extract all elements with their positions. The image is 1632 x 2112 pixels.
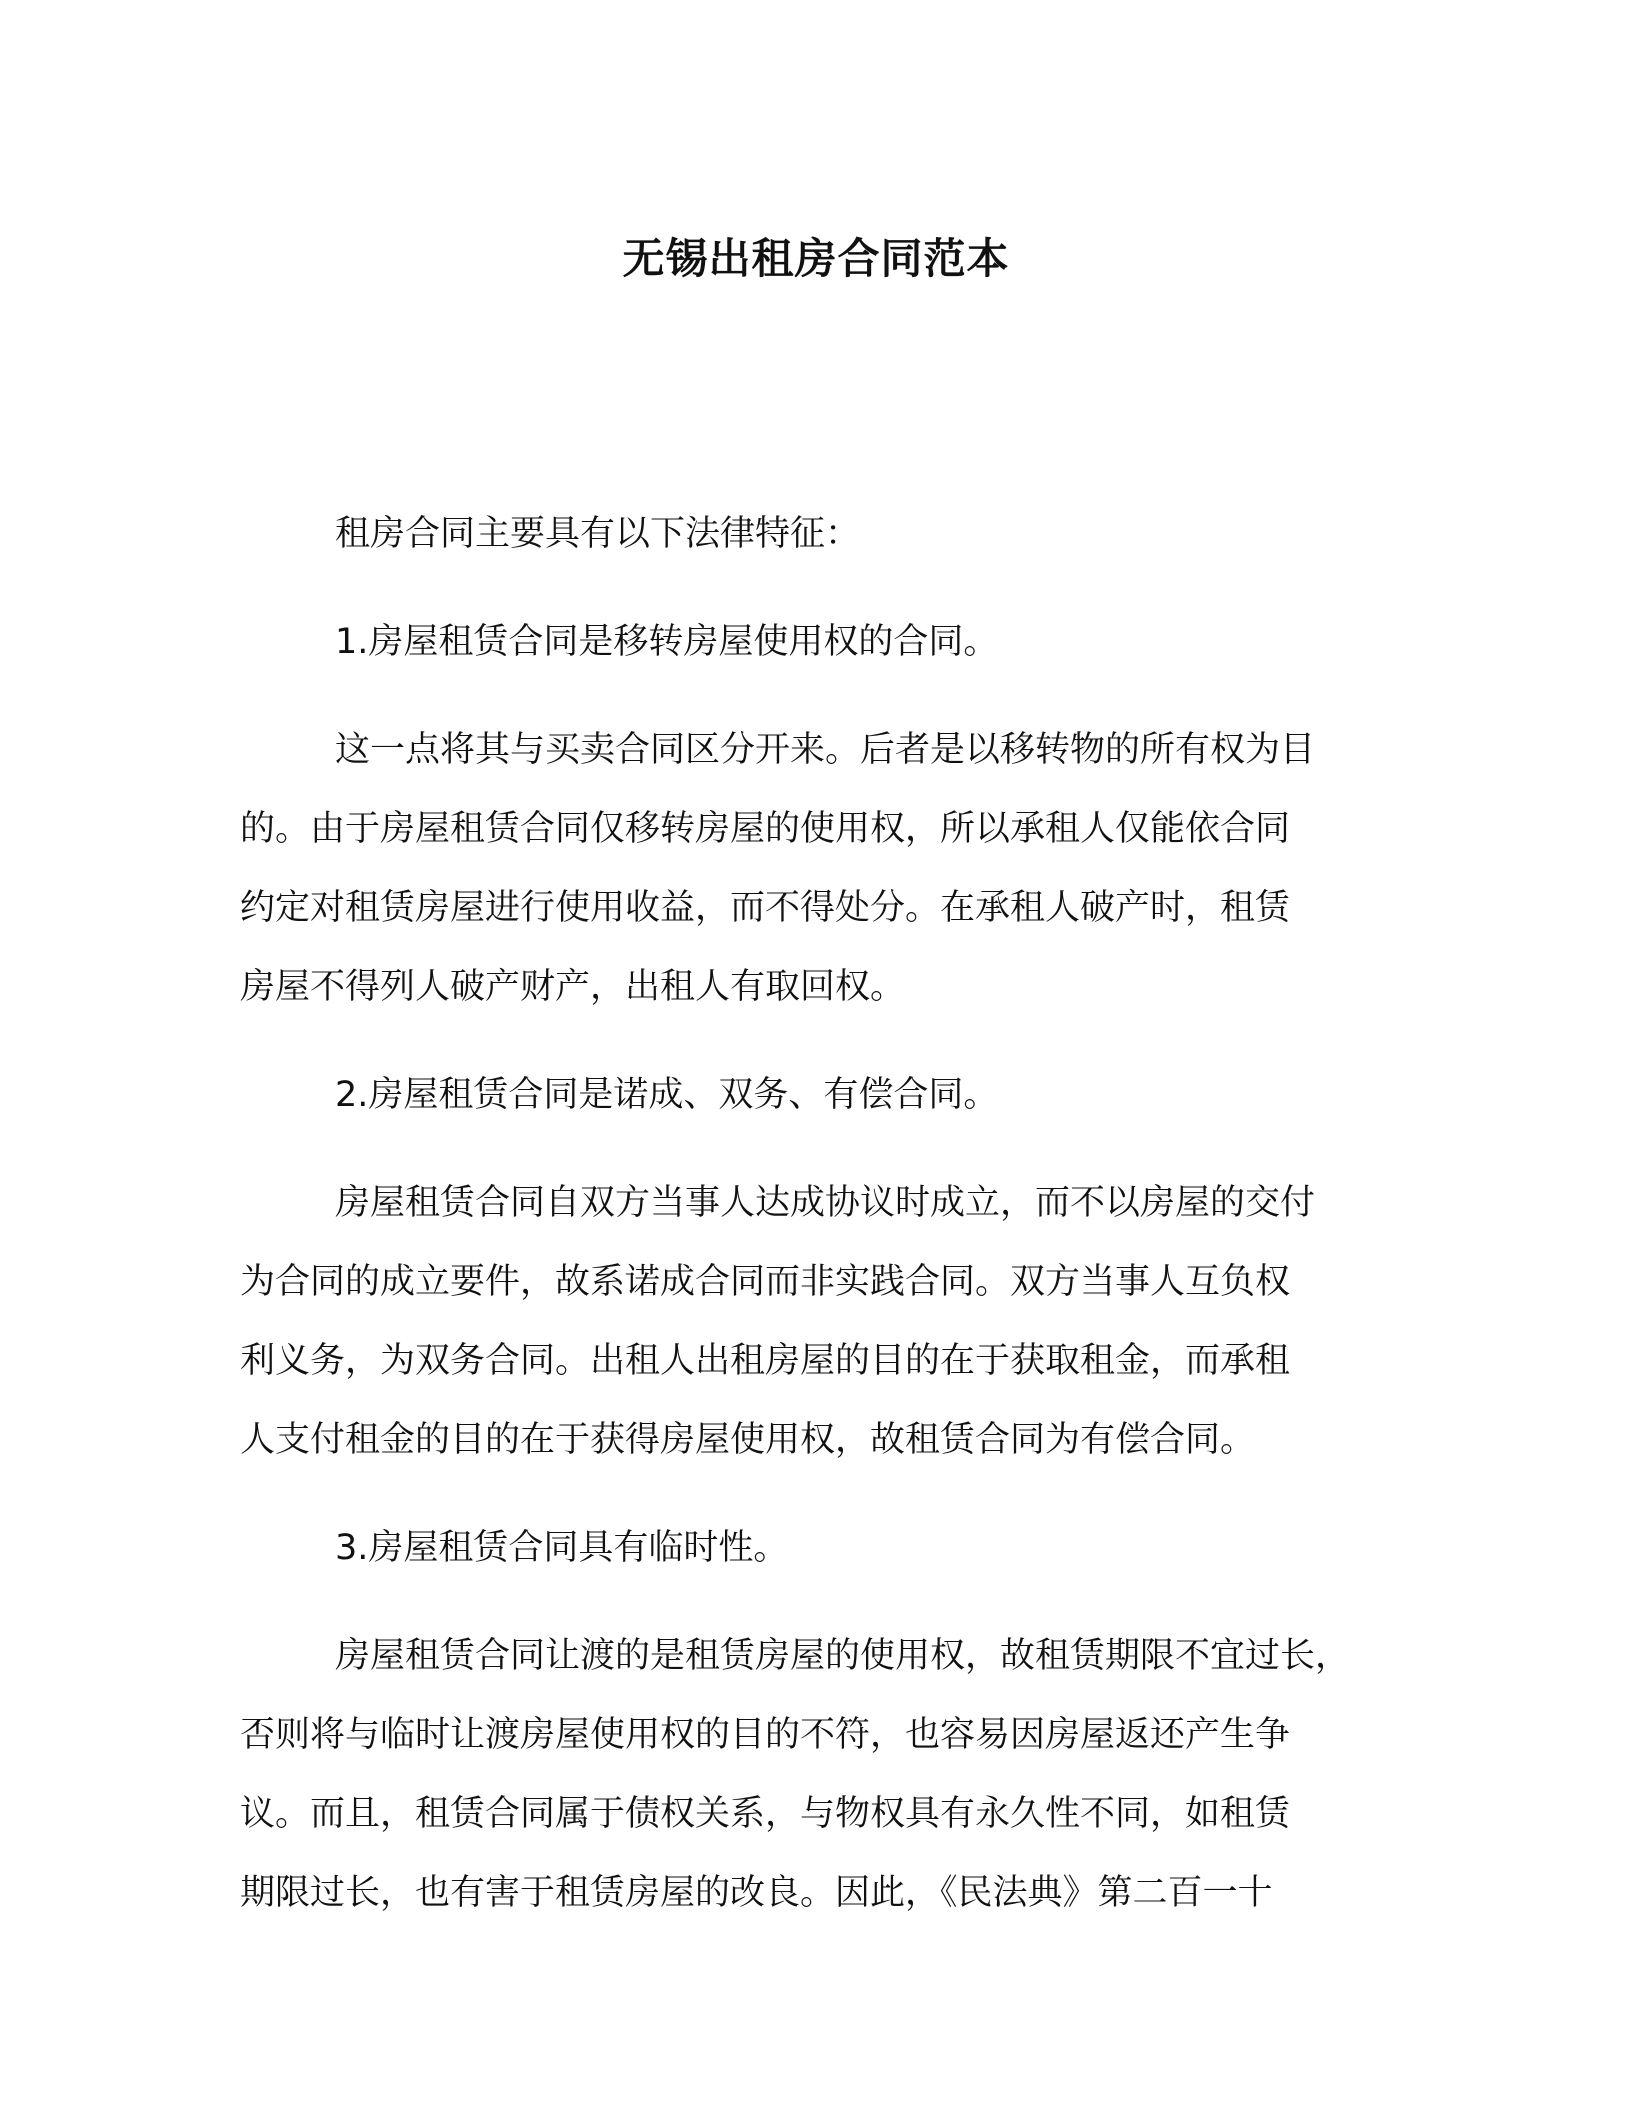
paragraph-point-1-heading	[240, 603, 1410, 682]
paragraph-line: 议。而且，租赁合同属于债权关系，与物权具有永久性不同，如租赁	[240, 1794, 1291, 1834]
paragraph-line: 否则将与临时让渡房屋使用权的目的不符，也容易因房屋返还产生争	[240, 1715, 1291, 1755]
paragraph-line: 的。由于房屋租赁合同仅移转房屋的使用权，所以承租人仅能依合同	[240, 809, 1291, 849]
paragraph-point-2-heading	[240, 1056, 1410, 1135]
paragraph-line: 房屋不得列人破产财产，出租人有取回权。	[240, 967, 906, 1007]
paragraph-line: 利义务，为双务合同。出租人出租房屋的目的在于获取租金，而承租	[240, 1341, 1291, 1381]
paragraph-line: 1.房屋租赁合同是移转房屋使用权的合同。	[335, 622, 999, 662]
paragraph-point-3-heading	[240, 1509, 1410, 1588]
paragraph-line: 约定对租赁房屋进行使用收益，而不得处分。在承租人破产时，租赁	[240, 888, 1291, 928]
paragraph-line: 2.房屋租赁合同是诺成、双务、有偿合同。	[335, 1075, 999, 1115]
paragraph-line: 房屋租赁合同自双方当事人达成协议时成立，而不以房屋的交付	[335, 1183, 1316, 1223]
paragraph-line: 为合同的成立要件，故系诺成合同而非实践合同。双方当事人互负权	[240, 1262, 1291, 1302]
paragraph-point-2-body	[240, 1164, 1410, 1480]
document-title: 无锡出租房合同范本	[622, 234, 1010, 283]
paragraph-intro	[240, 495, 1410, 574]
paragraph-point-1-body	[240, 711, 1410, 1027]
paragraph-line: 房屋租赁合同让渡的是租赁房屋的使用权，故租赁期限不宜过长，	[335, 1636, 1351, 1676]
paragraph-point-3-body	[240, 1617, 1410, 1933]
paragraph-line: 3.房屋租赁合同具有临时性。	[335, 1528, 789, 1568]
paragraph-line: 期限过长，也有害于租赁房屋的改良。因此，《民法典》第二百一十	[240, 1873, 1273, 1913]
paragraph-line: 人支付租金的目的在于获得房屋使用权，故租赁合同为有偿合同。	[240, 1420, 1256, 1460]
document-body	[240, 495, 1410, 1962]
paragraph-line: 这一点将其与买卖合同区分开来。后者是以移转物的所有权为目	[335, 730, 1316, 770]
paragraph-line: 租房合同主要具有以下法律特征：	[335, 514, 861, 554]
